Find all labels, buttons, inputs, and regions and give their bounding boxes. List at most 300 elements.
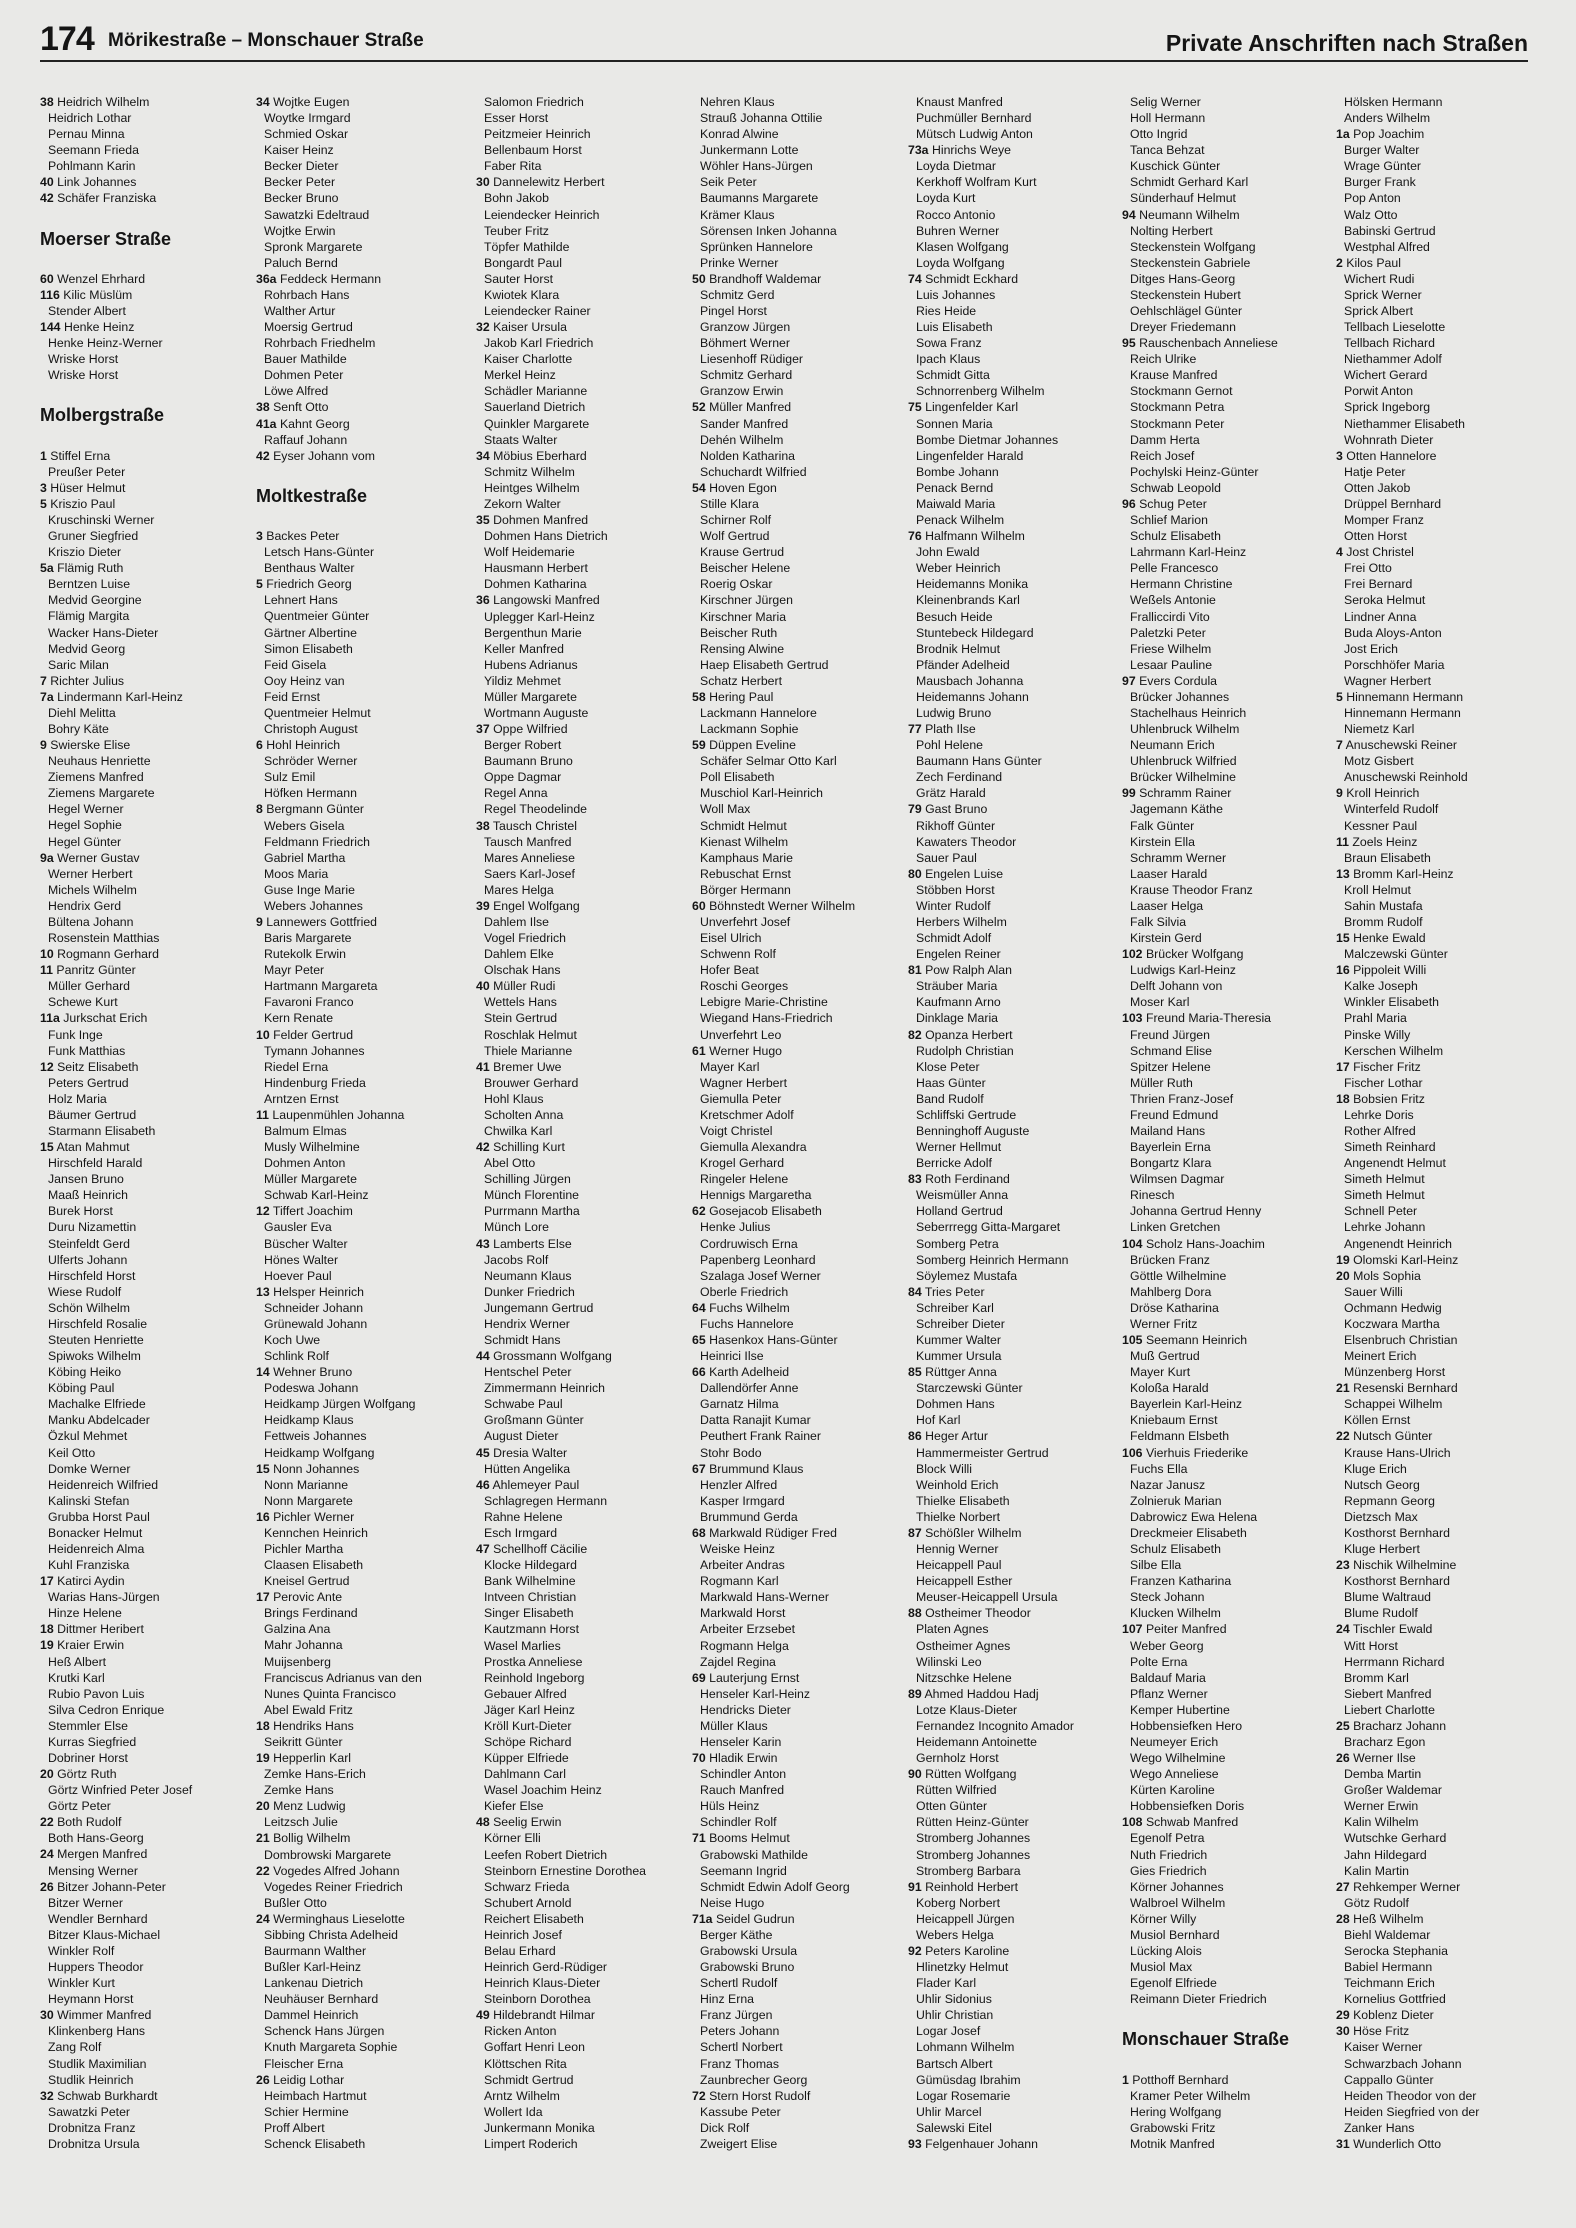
resident-name: Porschhöfer Maria	[1344, 657, 1445, 672]
resident-entry	[692, 1428, 898, 1444]
resident-name: Heinrich Klaus-Dieter	[484, 1976, 601, 1991]
resident-entry	[1336, 1139, 1536, 1155]
resident-entry	[1336, 1959, 1536, 1975]
resident-name: Studlik Maximilian	[48, 2056, 147, 2071]
resident-name: Falk Silvia	[1130, 914, 1187, 929]
resident-name: Franciscus Adrianus van den	[264, 1670, 422, 1685]
resident-name: Zaunbrecher Georg	[700, 2072, 808, 2087]
resident-name: Hermann Christine	[1130, 577, 1233, 592]
resident-entry	[256, 769, 462, 785]
resident-name: Loyda Wolfgang	[916, 255, 1005, 270]
resident-entry	[908, 1059, 1114, 1075]
resident-entry	[476, 2056, 682, 2072]
resident-entry	[256, 1734, 462, 1750]
resident-name: Henseler Karin	[700, 1734, 782, 1749]
resident-name: Berger Robert	[484, 738, 562, 753]
resident-name: Ooy Heinz van	[264, 673, 345, 688]
resident-name: Teuber Fritz	[484, 223, 549, 238]
resident-name: Paletzki Peter	[1130, 625, 1206, 640]
resident-entry	[40, 817, 246, 833]
resident-entry	[692, 287, 898, 303]
resident-entry	[908, 190, 1114, 206]
resident-name: Dittmer Heribert	[57, 1622, 144, 1637]
resident-entry	[692, 1477, 898, 1493]
resident-entry	[908, 1332, 1114, 1348]
resident-entry	[476, 1010, 682, 1026]
resident-entry	[908, 1348, 1114, 1364]
resident-name: Nischik Wilhelmine	[1353, 1558, 1457, 1573]
resident-entry	[1336, 657, 1536, 673]
resident-name: Holland Gertrud	[916, 1204, 1003, 1219]
resident-name: Schuchardt Wilfried	[700, 464, 807, 479]
house-number: 40	[40, 175, 54, 190]
resident-entry	[692, 1252, 898, 1268]
resident-entry	[40, 560, 246, 576]
resident-name: Heicappell Jürgen	[916, 1911, 1015, 1926]
resident-entry	[1122, 1461, 1328, 1477]
resident-entry	[256, 1702, 462, 1718]
resident-name: Kasper Irmgard	[700, 1493, 785, 1508]
house-number: 38	[476, 818, 490, 833]
resident-entry	[476, 1605, 682, 1621]
resident-entry	[476, 2007, 682, 2023]
resident-entry	[1122, 2088, 1328, 2104]
resident-entry	[1336, 978, 1536, 994]
resident-name: Bußler Karl-Heinz	[264, 1960, 362, 1975]
resident-entry	[1122, 1203, 1328, 1219]
resident-entry	[692, 1412, 898, 1428]
resident-entry	[40, 1814, 246, 1830]
resident-entry	[692, 914, 898, 930]
resident-name: Roschlak Helmut	[484, 1027, 577, 1042]
resident-entry	[1122, 689, 1328, 705]
resident-name: Hubens Adrianus	[484, 657, 578, 672]
resident-name: Biehl Waldemar	[1344, 1927, 1431, 1942]
resident-entry	[908, 2039, 1114, 2055]
resident-entry	[692, 850, 898, 866]
resident-entry	[908, 1573, 1114, 1589]
resident-name: Kosthorst Bernhard	[1344, 1525, 1450, 1540]
resident-name: Fralliccirdi Vito	[1130, 609, 1210, 624]
resident-entry	[256, 946, 462, 962]
house-number: 70	[692, 1751, 706, 1766]
resident-name: Nonn Margarete	[264, 1493, 353, 1508]
resident-entry	[40, 1139, 246, 1155]
resident-entry	[908, 1155, 1114, 1171]
resident-name: Felgenhauer Johann	[925, 2136, 1038, 2151]
resident-name: Hinnemann Hermann	[1346, 689, 1464, 704]
resident-entry	[256, 1541, 462, 1557]
resident-name: Menz Ludwig	[273, 1799, 346, 1814]
resident-name: Kneisel Gertrud	[264, 1574, 350, 1589]
resident-name: Leiendecker Rainer	[484, 304, 591, 319]
house-number: 23	[1336, 1558, 1350, 1573]
house-number: 35	[476, 513, 490, 528]
resident-name: Körner Johannes	[1130, 1879, 1224, 1894]
resident-name: Cordruwisch Erna	[700, 1236, 798, 1251]
resident-name: Leidig Lothar	[273, 2072, 345, 2087]
resident-entry	[1122, 1911, 1328, 1927]
house-number: 26	[40, 1879, 54, 1894]
resident-name: Lehnert Hans	[264, 593, 338, 608]
resident-name: Roth Ferdinand	[925, 1172, 1010, 1187]
resident-name: Besuch Heide	[916, 609, 993, 624]
house-number: 43	[476, 1236, 490, 1251]
resident-entry	[476, 1461, 682, 1477]
resident-entry	[1336, 94, 1536, 110]
resident-entry	[256, 303, 462, 319]
resident-entry	[476, 287, 682, 303]
resident-name: Hölsken Hermann	[1344, 95, 1443, 109]
resident-entry	[476, 994, 682, 1010]
resident-entry	[692, 1171, 898, 1187]
resident-entry	[1122, 560, 1328, 576]
resident-entry	[256, 576, 462, 592]
resident-name: Heicappell Esther	[916, 1574, 1013, 1589]
house-number: 9a	[40, 850, 54, 865]
resident-entry	[40, 1010, 246, 1026]
resident-entry	[1122, 753, 1328, 769]
street-heading: Molbergstraße	[40, 405, 165, 426]
resident-name: Stille Klara	[700, 496, 759, 511]
resident-entry	[40, 1493, 246, 1509]
resident-name: Schlink Rolf	[264, 1349, 329, 1364]
resident-name: Lahrmann Karl-Heinz	[1130, 545, 1247, 560]
resident-entry	[692, 962, 898, 978]
resident-name: Ricken Anton	[484, 2024, 557, 2039]
resident-entry	[40, 721, 246, 737]
resident-entry	[692, 1654, 898, 1670]
resident-name: Zanker Hans	[1344, 2120, 1415, 2135]
resident-name: Heidkamp Wolfgang	[264, 1445, 375, 1460]
resident-entry	[476, 1380, 682, 1396]
resident-name: Pinske Willy	[1344, 1027, 1411, 1042]
resident-name: Link Johannes	[57, 175, 137, 190]
resident-name: Spiwoks Wilhelm	[48, 1349, 141, 1364]
resident-entry	[692, 1991, 898, 2007]
resident-name: Nunes Quinta Francisco	[264, 1686, 396, 1701]
resident-entry	[692, 609, 898, 625]
resident-entry	[40, 1412, 246, 1428]
resident-name: Hendrix Gerd	[48, 898, 122, 913]
resident-entry	[908, 785, 1114, 801]
resident-entry	[692, 1573, 898, 1589]
resident-name: Heinrich Josef	[484, 1927, 562, 1942]
resident-entry	[1122, 2120, 1328, 2136]
house-number: 48	[476, 1815, 490, 1830]
resident-entry	[1122, 1670, 1328, 1686]
resident-name: Neumann Erich	[1130, 738, 1215, 753]
resident-entry	[476, 1027, 682, 1043]
resident-name: Löwe Alfred	[264, 384, 329, 399]
resident-name: Schmied Oskar	[264, 127, 349, 142]
resident-name: Atan Mahmut	[56, 1140, 130, 1155]
house-number: 2	[1336, 255, 1343, 270]
house-number: 11	[256, 1107, 269, 1122]
resident-name: Mausbach Johanna	[916, 673, 1024, 688]
house-number: 91	[908, 1879, 922, 1894]
resident-name: Rikhoff Günter	[916, 818, 996, 833]
resident-entry	[692, 544, 898, 560]
resident-name: Salomon Friedrich	[484, 95, 584, 109]
resident-name: Friese Wilhelm	[1130, 641, 1212, 656]
resident-name: Oppe Wilfried	[493, 722, 568, 737]
resident-name: Reich Ulrike	[1130, 352, 1197, 367]
resident-name: Werner Fritz	[1130, 1316, 1198, 1331]
resident-entry	[256, 126, 462, 142]
resident-name: Schmitz Wilhelm	[484, 464, 575, 479]
resident-entry	[908, 850, 1114, 866]
house-number: 71a	[692, 1911, 713, 1926]
resident-entry	[908, 2056, 1114, 2072]
resident-name: Motz Gisbert	[1344, 754, 1414, 769]
resident-name: Eisel Ulrich	[700, 931, 762, 946]
resident-entry	[476, 1895, 682, 1911]
resident-entry	[40, 1348, 246, 1364]
resident-name: Rubio Pavon Luis	[48, 1686, 145, 1701]
resident-entry	[692, 1396, 898, 1412]
resident-entry	[256, 94, 462, 110]
resident-name: Stohr Bodo	[700, 1445, 762, 1460]
resident-entry	[476, 1300, 682, 1316]
resident-name: Köbing Heiko	[48, 1365, 122, 1380]
resident-name: Krutki Karl	[48, 1670, 105, 1685]
resident-name: Kirstein Ella	[1130, 834, 1195, 849]
resident-name: Töpfer Mathilde	[484, 239, 570, 254]
house-number: 7	[40, 673, 47, 688]
resident-entry	[256, 1927, 462, 1943]
resident-entry	[256, 1879, 462, 1895]
resident-name: Brodnik Helmut	[916, 641, 1001, 656]
resident-name: Wolf Gertrud	[700, 529, 770, 544]
resident-entry	[256, 1830, 462, 1846]
resident-entry	[476, 689, 682, 705]
resident-entry	[476, 1621, 682, 1637]
resident-entry	[40, 544, 246, 560]
resident-entry	[40, 1428, 246, 1444]
resident-entry	[692, 239, 898, 255]
resident-entry	[1336, 1798, 1536, 1814]
resident-name: Klasen Wolfgang	[916, 239, 1009, 254]
resident-entry	[692, 432, 898, 448]
resident-entry	[1336, 464, 1536, 480]
resident-name: Starmann Elisabeth	[48, 1123, 156, 1138]
resident-entry	[476, 1541, 682, 1557]
resident-entry	[1336, 1010, 1536, 1026]
resident-entry	[476, 1718, 682, 1734]
resident-name: Müller Ruth	[1130, 1075, 1193, 1090]
resident-entry	[908, 609, 1114, 625]
resident-name: Ahmed Haddou Hadj	[924, 1686, 1039, 1701]
resident-name: Henke Heinz	[63, 320, 135, 335]
resident-name: Raffauf Johann	[264, 432, 348, 447]
resident-entry	[692, 625, 898, 641]
resident-name: Resenski Bernhard	[1353, 1381, 1458, 1396]
resident-name: Bayerlein Karl-Heinz	[1130, 1397, 1243, 1412]
house-number: 39	[476, 898, 490, 913]
resident-entry	[1122, 1863, 1328, 1879]
resident-name: Tellbach Lieselotte	[1344, 320, 1446, 335]
resident-name: Flämig Ruth	[57, 561, 124, 576]
house-number: 82	[908, 1027, 922, 1042]
resident-entry	[476, 110, 682, 126]
resident-entry	[1122, 1477, 1328, 1493]
resident-name: Hohl Heinrich	[266, 738, 341, 753]
resident-name: Berger Käthe	[700, 1927, 773, 1942]
resident-entry	[692, 1300, 898, 1316]
resident-name: Lankenau Dietrich	[264, 1976, 364, 1991]
house-number: 37	[476, 722, 490, 737]
resident-name: Grubba Horst Paul	[48, 1509, 150, 1524]
resident-entry	[908, 1557, 1114, 1573]
resident-name: Grabowski Fritz	[1130, 2120, 1216, 2135]
resident-name: Grossmann Wolfgang	[493, 1349, 612, 1364]
resident-entry	[692, 769, 898, 785]
resident-entry	[40, 2136, 246, 2152]
resident-entry	[476, 1043, 682, 1059]
resident-name: Laaser Harald	[1130, 866, 1208, 881]
resident-name: Panritz Günter	[56, 963, 136, 978]
resident-name: Kummer Ursula	[916, 1349, 1002, 1364]
resident-entry	[1336, 625, 1536, 641]
resident-name: Schwabe Paul	[484, 1397, 563, 1412]
resident-entry	[692, 1782, 898, 1798]
resident-entry	[692, 1091, 898, 1107]
resident-name: Schliffski Gertrude	[916, 1107, 1017, 1122]
resident-name: Repmann Georg	[1344, 1493, 1435, 1508]
resident-entry	[256, 608, 462, 624]
resident-entry	[476, 930, 682, 946]
resident-name: Hegel Werner	[48, 802, 124, 817]
resident-entry	[40, 1959, 246, 1975]
resident-entry	[476, 1236, 682, 1252]
resident-name: Schewe Kurt	[48, 995, 118, 1010]
resident-name: Schneider Johann	[264, 1300, 364, 1315]
resident-name: Strauß Johanna Ottilie	[700, 111, 823, 126]
resident-name: Wacker Hans-Dieter	[48, 625, 159, 640]
resident-entry	[1122, 1445, 1328, 1461]
resident-name: Flämig Margita	[48, 609, 130, 624]
resident-name: Engel Wolfgang	[493, 898, 580, 913]
resident-entry	[908, 2104, 1114, 2120]
house-number: 72	[692, 2088, 706, 2103]
house-number: 20	[256, 1799, 270, 1814]
resident-entry	[692, 1686, 898, 1702]
resident-entry	[476, 2136, 682, 2152]
resident-name: Esch Irmgard	[484, 1525, 558, 1540]
resident-name: Schreiber Karl	[916, 1300, 994, 1315]
resident-name: Rehkemper Werner	[1353, 1879, 1461, 1894]
resident-entry	[1122, 1364, 1328, 1380]
resident-entry	[1122, 1943, 1328, 1959]
house-number: 16	[256, 1509, 270, 1524]
resident-entry	[40, 1091, 246, 1107]
resident-name: Hegel Günter	[48, 834, 122, 849]
resident-name: Winter Rudolf	[916, 898, 991, 913]
resident-name: Kuhl Franziska	[48, 1558, 130, 1573]
resident-name: Jungemann Gertrud	[484, 1300, 594, 1315]
resident-entry	[476, 978, 682, 994]
resident-entry	[1122, 1412, 1328, 1428]
resident-entry	[908, 1123, 1114, 1139]
house-number: 31	[1336, 2136, 1350, 2151]
resident-entry	[1336, 287, 1536, 303]
resident-name: Dohmen Manfred	[493, 513, 589, 528]
resident-name: Henzler Alfred	[700, 1477, 778, 1492]
resident-name: Jäger Karl Heinz	[484, 1702, 575, 1717]
resident-entry	[1122, 769, 1328, 785]
resident-name: Ludwig Bruno	[916, 705, 992, 720]
resident-entry	[256, 174, 462, 190]
resident-name: Prostka Anneliese	[484, 1654, 583, 1669]
resident-name: Peuthert Frank Rainer	[700, 1429, 821, 1444]
resident-name: Heidkamp Jürgen Wolfgang	[264, 1397, 416, 1412]
resident-name: Jurkschat Erich	[63, 1011, 148, 1026]
resident-name: Herbers Wilhelm	[916, 914, 1007, 929]
resident-name: Bußler Otto	[264, 1895, 327, 1910]
resident-entry	[1336, 2023, 1536, 2039]
house-number: 10	[256, 1027, 270, 1042]
resident-name: Rauschenbach Anneliese	[1139, 336, 1278, 351]
resident-entry	[1122, 1010, 1328, 1026]
resident-name: Thielke Norbert	[916, 1509, 1001, 1524]
resident-entry	[476, 1477, 682, 1493]
resident-name: Baumanns Margarete	[700, 191, 819, 206]
resident-name: Fischer Fritz	[1353, 1059, 1421, 1074]
resident-entry	[256, 255, 462, 271]
resident-entry	[40, 1766, 246, 1782]
resident-entry	[908, 1364, 1114, 1380]
resident-entry	[476, 609, 682, 625]
resident-entry	[908, 1075, 1114, 1091]
resident-name: Seroka Helmut	[1344, 593, 1426, 608]
resident-name: Thrien Franz-Josef	[1130, 1091, 1234, 1106]
resident-entry	[40, 1798, 246, 1814]
resident-name: Körner Willy	[1130, 1911, 1197, 1926]
resident-entry	[908, 994, 1114, 1010]
resident-name: Falk Günter	[1130, 818, 1195, 833]
resident-entry	[256, 544, 462, 560]
resident-name: Vogel Friedrich	[484, 931, 567, 946]
resident-name: Müller Klaus	[700, 1718, 768, 1733]
resident-entry	[692, 1895, 898, 1911]
resident-name: Rother Alfred	[1344, 1124, 1416, 1138]
resident-entry	[908, 801, 1114, 817]
resident-entry	[908, 110, 1114, 126]
resident-entry	[1122, 94, 1328, 110]
resident-name: Böhmert Werner	[700, 336, 790, 351]
resident-name: Stiffel Erna	[50, 448, 111, 463]
resident-entry	[1336, 1332, 1536, 1348]
house-number: 15	[1336, 931, 1350, 946]
resident-name: Brings Ferdinand	[264, 1606, 358, 1621]
resident-name: Weber Heinrich	[916, 561, 1001, 576]
resident-entry	[1122, 255, 1328, 271]
resident-entry	[692, 641, 898, 657]
resident-name: Faber Rita	[484, 159, 542, 174]
resident-entry	[908, 1380, 1114, 1396]
resident-name: Rohrbach Hans	[264, 287, 350, 302]
house-number: 16	[1336, 963, 1350, 978]
resident-entry	[908, 1621, 1114, 1637]
resident-name: Backes Peter	[266, 529, 340, 544]
resident-name: Kroll Helmut	[1344, 882, 1411, 897]
resident-entry	[908, 625, 1114, 641]
resident-name: Simeth Helmut	[1344, 1188, 1425, 1203]
resident-entry	[692, 255, 898, 271]
resident-name: Schilling Kurt	[493, 1140, 565, 1155]
resident-name: Fleischer Erna	[264, 2056, 344, 2071]
